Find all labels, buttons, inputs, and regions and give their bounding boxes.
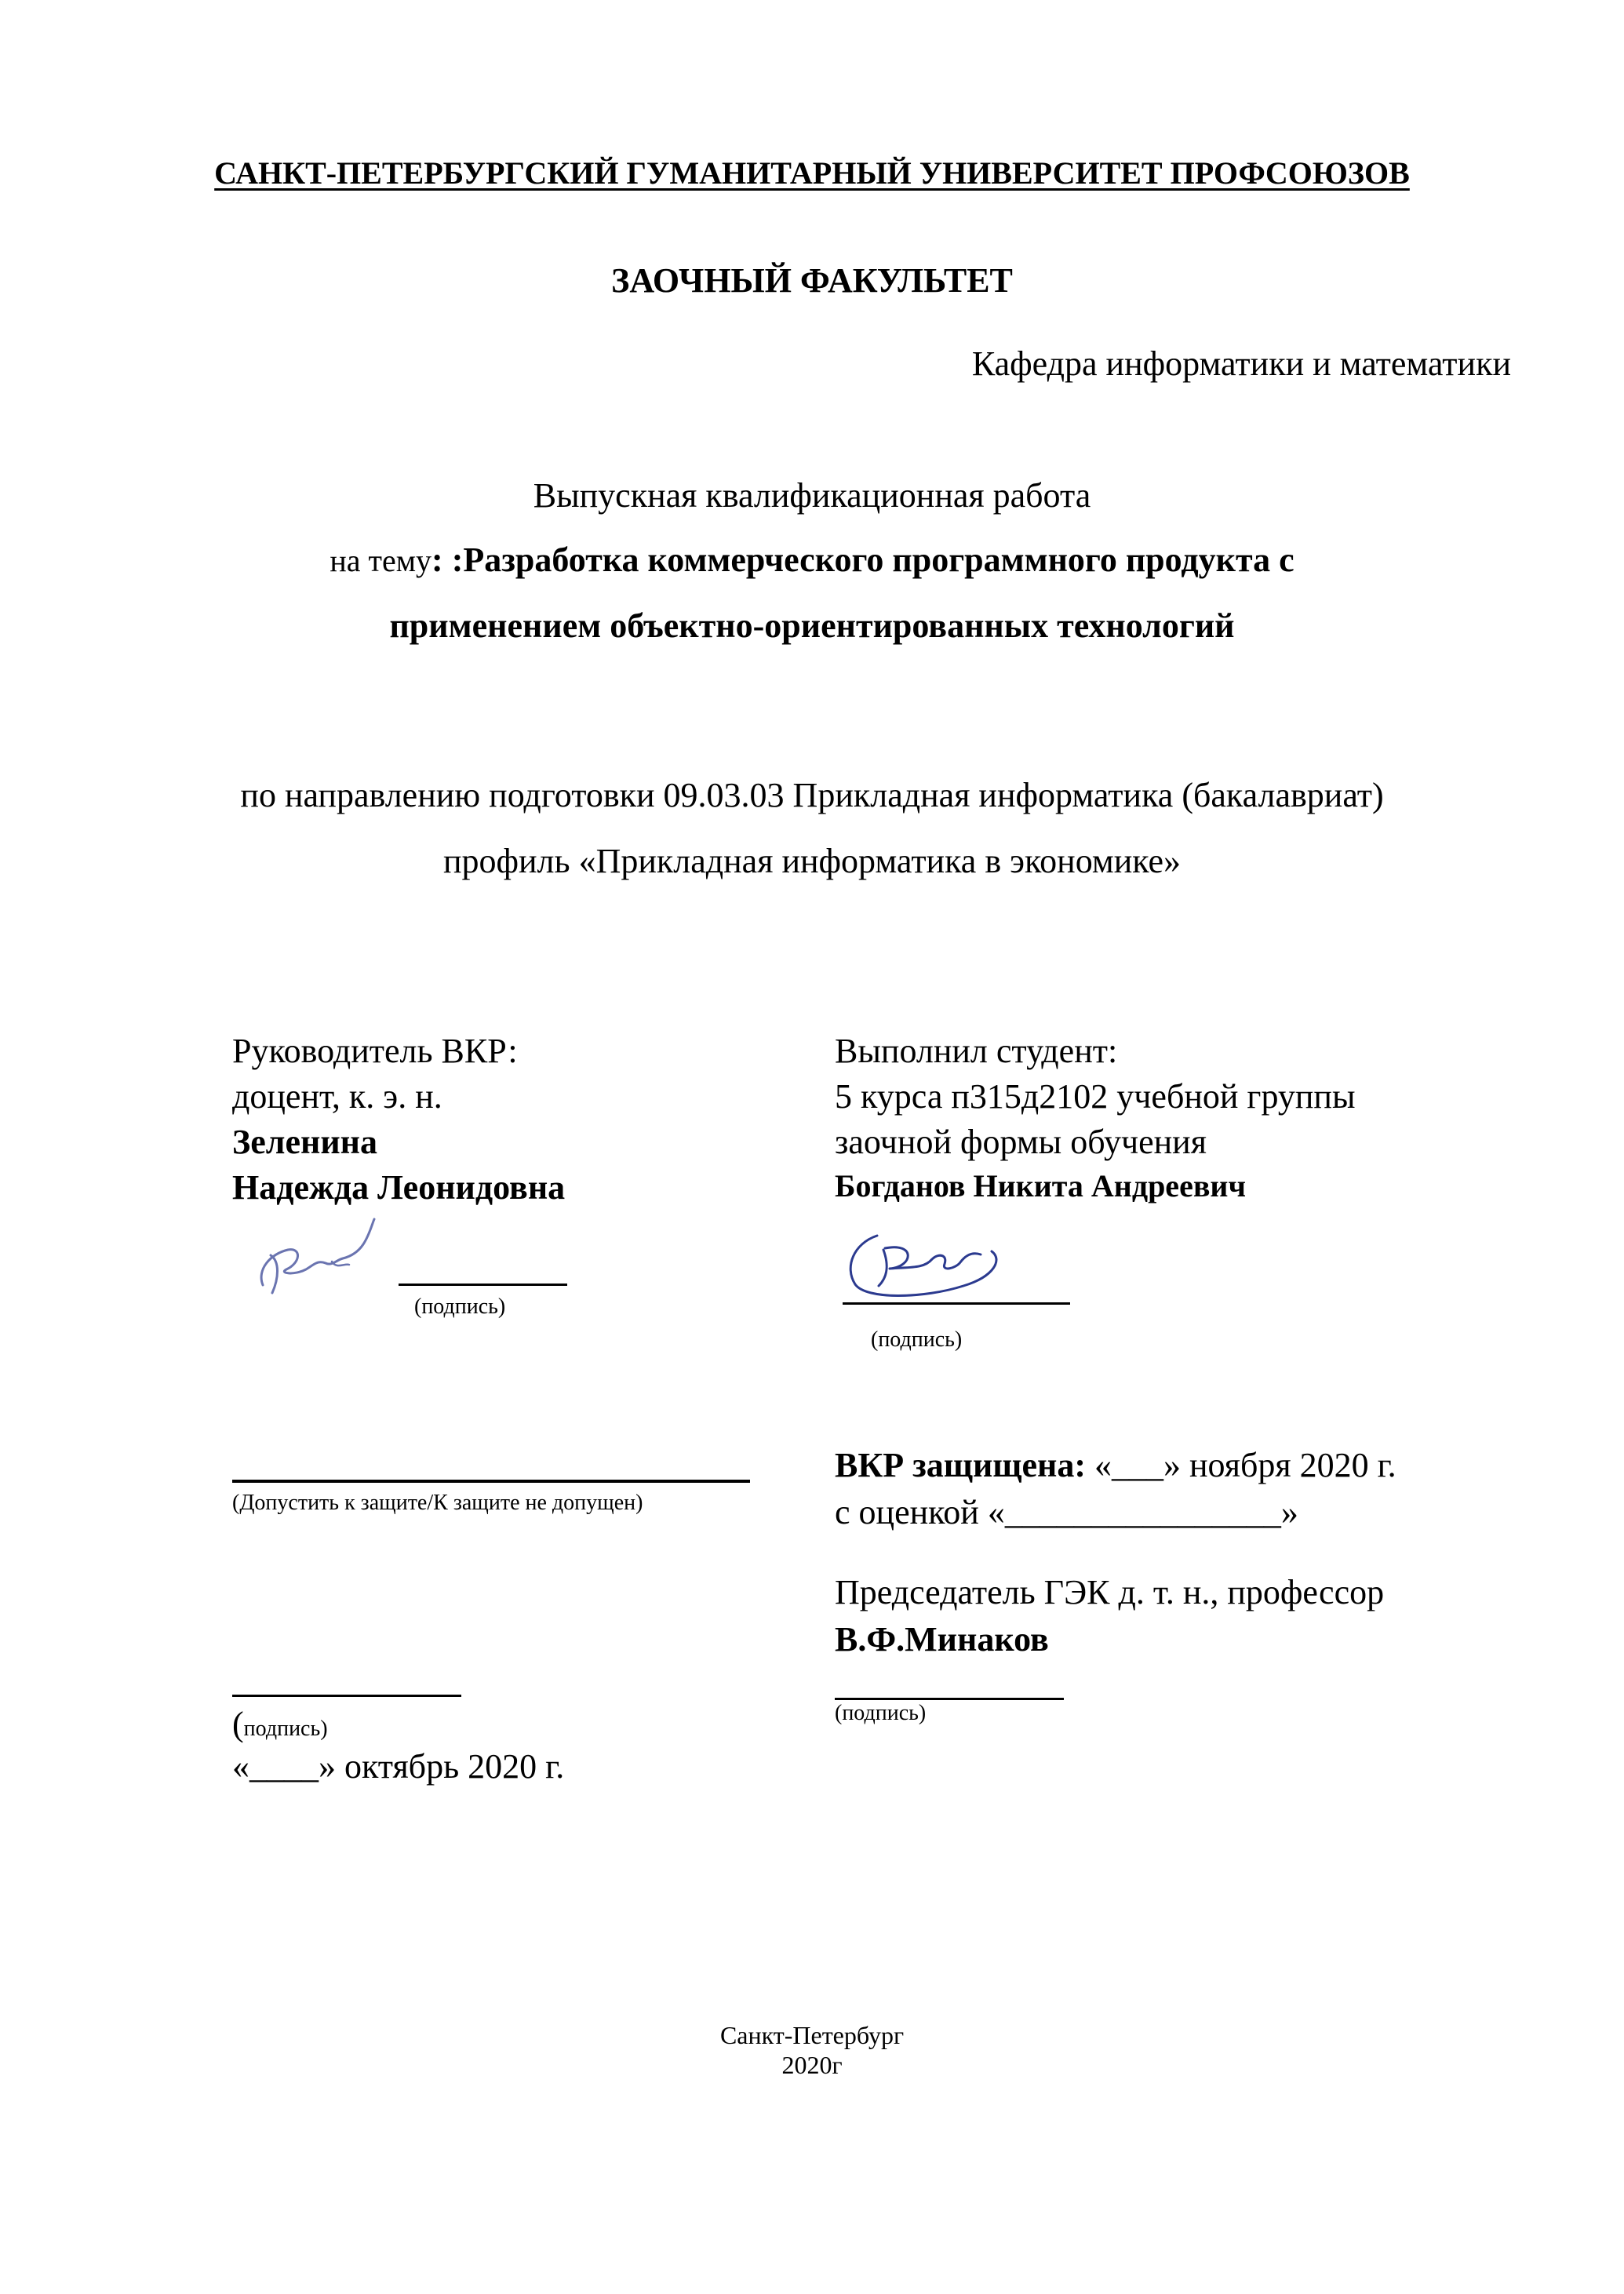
defense-signature-line	[835, 1698, 1064, 1700]
defense-grade: с оценкой «________________»	[835, 1493, 1298, 1531]
defense-date: «___» ноября 2020 г.	[1094, 1446, 1396, 1484]
admission-decision-line	[232, 1480, 750, 1483]
topic-prefix: на тему	[330, 543, 432, 578]
thesis-type: Выпускная квалификационная работа	[533, 476, 1091, 515]
student-group: 5 курса п315д2102 учебной группы	[835, 1077, 1356, 1116]
faculty-name: ЗАОЧНЫЙ ФАКУЛЬТЕТ	[611, 261, 1013, 300]
defense-chair-name: В.Ф.Минаков	[835, 1620, 1049, 1659]
defense-line	[835, 1445, 1396, 1485]
admission-date: «____» октябрь 2020 г.	[232, 1747, 565, 1786]
supervisor-label: Руководитель ВКР:	[232, 1032, 518, 1070]
student-signature-line	[843, 1302, 1070, 1305]
student-signature	[838, 1220, 1026, 1314]
admission-signature-word: подпись)	[243, 1717, 328, 1741]
study-profile: профиль «Прикладная информатика в экономике»	[442, 842, 1182, 880]
admission-signature-caption	[232, 1704, 328, 1744]
admission-signature-paren: (	[232, 1705, 244, 1743]
student-study-form: заочной формы обучения	[835, 1123, 1207, 1161]
thesis-topic-line1	[0, 540, 1624, 580]
supervisor-signature-line	[399, 1284, 567, 1286]
supervisor-name: Надежда Леонидовна	[232, 1168, 566, 1207]
supervisor-signature	[239, 1214, 396, 1309]
admission-caption: (Допустить к защите/К защите не допущен)	[232, 1491, 643, 1515]
defense-label: ВКР защищена:	[835, 1446, 1086, 1484]
supervisor-surname: Зеленина	[232, 1123, 378, 1161]
footer-city: Санкт-Петербург	[719, 2021, 905, 2049]
study-direction: по направлению подготовки 09.03.03 Прикладная информатика (бакалавриат)	[240, 776, 1384, 814]
footer-year: 2020г	[781, 2051, 843, 2079]
department-name: Кафедра информатики и математики	[971, 344, 1511, 383]
student-label: Выполнил студент:	[835, 1032, 1118, 1070]
supervisor-signature-caption: (подпись)	[414, 1294, 506, 1319]
defense-chair: Председатель ГЭК д. т. н., профессор	[835, 1573, 1385, 1611]
defense-signature-caption: (подпись)	[835, 1701, 927, 1725]
university-name: САНКТ-ПЕТЕРБУРГСКИЙ ГУМАНИТАРНЫЙ УНИВЕРСИТЕТ ПРОФСОЮЗОВ	[214, 155, 1410, 191]
student-full-name: Богданов Никита Андреевич	[835, 1168, 1247, 1203]
thesis-topic-line2: применением объектно-ориентированных технологий	[389, 606, 1235, 645]
supervisor-degree: доцент, к. э. н.	[232, 1077, 442, 1116]
topic-title-part1: : :Разработка коммерческого программного продукта с	[431, 541, 1294, 579]
student-signature-caption: (подпись)	[871, 1327, 963, 1352]
admission-signature-line	[232, 1695, 461, 1697]
